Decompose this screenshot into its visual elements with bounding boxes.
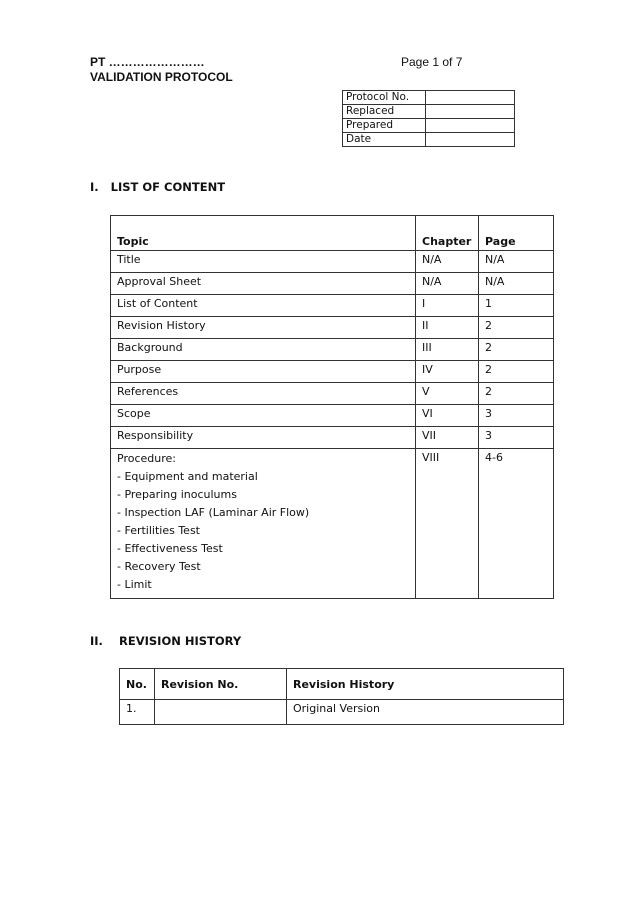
table-row <box>111 383 554 405</box>
cell-page: N/A <box>479 273 554 295</box>
cell-revision-history: Original Version <box>287 700 564 725</box>
meta-value <box>426 133 515 147</box>
procedure-line: - Inspection LAF (Laminar Air Flow) <box>117 506 310 519</box>
section-heading-list-of-content: I. LIST OF CONTENT <box>90 180 226 194</box>
meta-value <box>426 105 515 119</box>
table-row <box>111 317 554 339</box>
cell-chapter: VII <box>416 427 479 449</box>
procedure-line: - Effectiveness Test <box>117 542 223 555</box>
cell-chapter: I <box>416 295 479 317</box>
cell-topic: References <box>111 383 416 405</box>
page-indicator: Page 1 of 7 <box>401 55 463 69</box>
column-header-page: Page <box>479 216 554 251</box>
procedure-line: - Fertilities Test <box>117 524 200 537</box>
meta-row <box>343 133 515 147</box>
column-header-topic: Topic <box>111 216 416 251</box>
cell-page: 1 <box>479 295 554 317</box>
cell-chapter: II <box>416 317 479 339</box>
cell-page: 3 <box>479 405 554 427</box>
meta-label: Protocol No. <box>343 91 426 105</box>
list-of-content-table <box>110 215 554 599</box>
cell-page: 2 <box>479 361 554 383</box>
cell-chapter: IV <box>416 361 479 383</box>
protocol-title: VALIDATION PROTOCOL <box>90 70 233 84</box>
meta-label: Prepared <box>343 119 426 133</box>
procedure-line: - Recovery Test <box>117 560 201 573</box>
procedure-line: Procedure: <box>117 452 176 465</box>
table-header-row <box>120 669 564 700</box>
cell-chapter: III <box>416 339 479 361</box>
cell-topic: Approval Sheet <box>111 273 416 295</box>
column-header-revision-history: Revision History <box>287 669 564 700</box>
procedure-line: - Equipment and material <box>117 470 258 483</box>
cell-chapter: V <box>416 383 479 405</box>
protocol-meta-table <box>342 90 515 147</box>
cell-topic: Responsibility <box>111 427 416 449</box>
cell-chapter: N/A <box>416 273 479 295</box>
cell-chapter: N/A <box>416 251 479 273</box>
column-header-no: No. <box>120 669 155 700</box>
cell-topic: Scope <box>111 405 416 427</box>
cell-page: 2 <box>479 339 554 361</box>
cell-revision-no <box>155 700 287 725</box>
cell-topic: Purpose <box>111 361 416 383</box>
table-row <box>111 339 554 361</box>
table-row <box>111 361 554 383</box>
meta-row <box>343 119 515 133</box>
table-row <box>111 251 554 273</box>
revision-history-table <box>119 668 564 725</box>
cell-topic: List of Content <box>111 295 416 317</box>
table-row <box>111 273 554 295</box>
meta-row <box>343 105 515 119</box>
cell-page: 2 <box>479 383 554 405</box>
procedure-line: - Preparing inoculums <box>117 488 237 501</box>
cell-chapter: VI <box>416 405 479 427</box>
meta-row <box>343 91 515 105</box>
meta-value <box>426 91 515 105</box>
pt-label: PT …………………… <box>90 55 205 69</box>
cell-topic-procedure <box>111 449 416 599</box>
column-header-revision-no: Revision No. <box>155 669 287 700</box>
meta-label: Date <box>343 133 426 147</box>
cell-topic: Revision History <box>111 317 416 339</box>
cell-topic: Background <box>111 339 416 361</box>
cell-page: N/A <box>479 251 554 273</box>
procedure-line: - Limit <box>117 578 152 591</box>
section-number-revision-history: II. <box>90 634 103 648</box>
meta-label: Replaced <box>343 105 426 119</box>
section-heading-revision-history: REVISION HISTORY <box>119 634 242 648</box>
meta-value <box>426 119 515 133</box>
table-row <box>111 405 554 427</box>
cell-chapter: VIII <box>416 449 479 599</box>
table-row <box>111 427 554 449</box>
table-row-procedure <box>111 449 554 599</box>
cell-page: 3 <box>479 427 554 449</box>
column-header-chapter: Chapter <box>416 216 479 251</box>
table-row <box>111 295 554 317</box>
cell-page: 4-6 <box>479 449 554 599</box>
table-header-row <box>111 216 554 251</box>
cell-page: 2 <box>479 317 554 339</box>
table-row <box>120 700 564 725</box>
cell-no: 1. <box>120 700 155 725</box>
cell-topic: Title <box>111 251 416 273</box>
